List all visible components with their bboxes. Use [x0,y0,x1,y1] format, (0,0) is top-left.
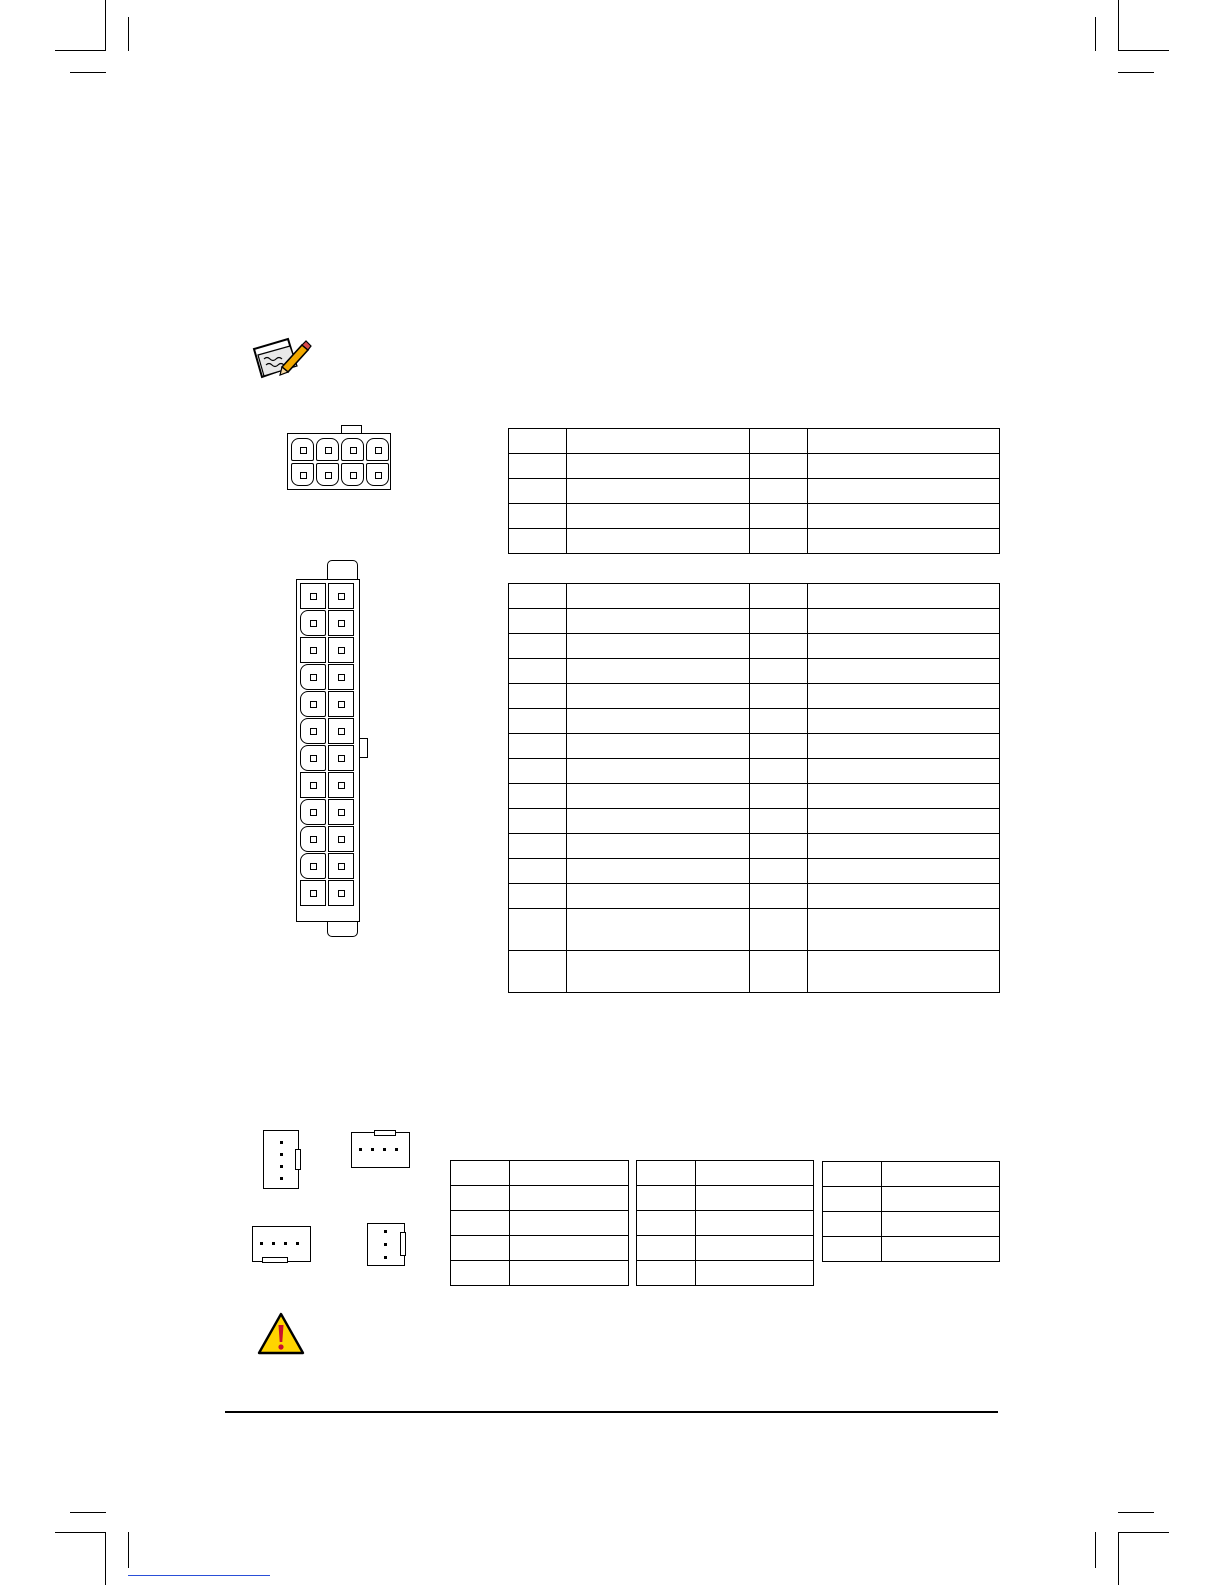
connector-pin [300,799,326,825]
connector-pin [300,880,326,906]
connector-pin [328,610,354,636]
table-row [509,734,1000,759]
table-row [509,834,1000,859]
table-row [509,951,1000,993]
connector-pin [328,826,354,852]
table-row [509,884,1000,909]
table-row [509,634,1000,659]
table-row [509,454,1000,479]
table-row [451,1261,629,1286]
table-row [451,1211,629,1236]
table-row [637,1236,814,1261]
table-row [509,684,1000,709]
connector-pin [300,691,326,717]
table-row [451,1236,629,1261]
connector-pin [328,799,354,825]
fan-pin-table-3 [822,1161,1000,1262]
connector-pin [300,772,326,798]
table-row [509,609,1000,634]
table-row [637,1161,814,1186]
table-row [509,584,1000,609]
table-row [637,1261,814,1286]
table-row [451,1161,629,1186]
connector-pin [300,610,326,636]
table-row [509,709,1000,734]
connector-pin [300,826,326,852]
connector-pin [328,637,354,663]
table-row [509,759,1000,784]
table-row [509,529,1000,554]
table-row [509,429,1000,454]
connector-pin [300,853,326,879]
link-underline [128,1575,270,1576]
table-row [451,1186,629,1211]
connector-pin [328,664,354,690]
atx-12v-pin-table [508,428,1000,554]
connector-pin [328,745,354,771]
connector-pin [328,853,354,879]
connector-pin [328,583,354,609]
fan-pin-table-2 [636,1160,814,1286]
connector-pin [328,880,354,906]
table-row [509,504,1000,529]
table-row [509,784,1000,809]
connector-pin [328,691,354,717]
table-row [637,1211,814,1236]
connector-pin [300,664,326,690]
connector-pin [328,772,354,798]
table-row [823,1187,1000,1212]
table-row [823,1212,1000,1237]
connector-pin [328,718,354,744]
table-row [509,659,1000,684]
footer-rule [225,1411,998,1413]
connector-pin [300,583,326,609]
atx-pin-table [508,583,1000,993]
table-row [509,909,1000,951]
table-row [823,1162,1000,1187]
fan-pin-table-1 [450,1160,629,1286]
table-row [509,859,1000,884]
note-pencil-icon [250,333,312,385]
warning-triangle-icon [256,1311,306,1357]
table-row [637,1186,814,1211]
table-row [509,809,1000,834]
connector-pin [300,718,326,744]
table-row [823,1237,1000,1262]
connector-pin [300,745,326,771]
connector-pin [300,637,326,663]
table-row [509,479,1000,504]
